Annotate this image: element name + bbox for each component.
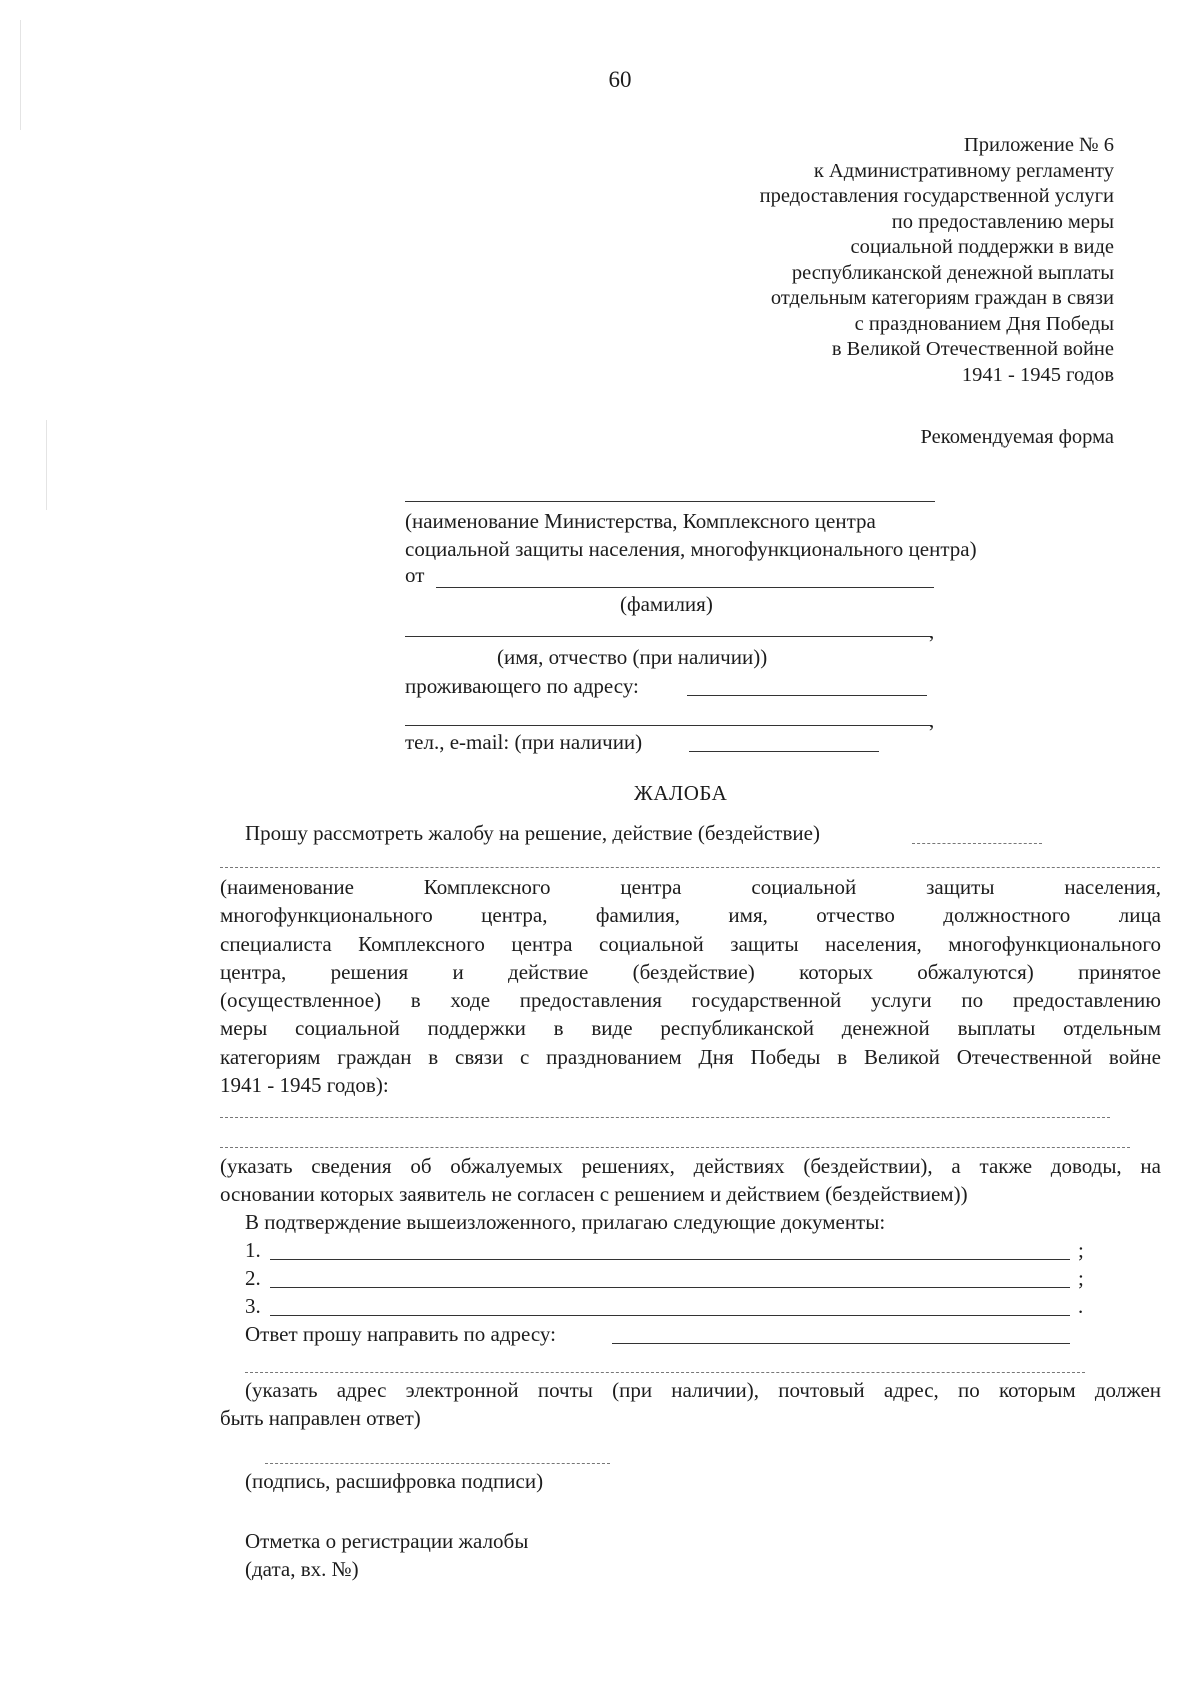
- appendix-line: предоставления государственной услуги: [759, 185, 1114, 207]
- surname-caption: (фамилия): [620, 592, 713, 616]
- appendix-line: к Административному регламенту: [813, 159, 1114, 182]
- comma: ,: [929, 708, 935, 732]
- decision-field-line-2[interactable]: [220, 867, 1160, 868]
- attachment-end: ;: [1078, 1238, 1084, 1262]
- description-paragraph: [220, 873, 1161, 1099]
- registration-date-caption: (дата, вх. №): [245, 1557, 359, 1581]
- description-line: центра, решения и действие (бездействие) которых обжалуются) принятое: [220, 959, 1161, 984]
- phone-field-line[interactable]: [689, 751, 879, 752]
- description-line: многофункционального центра, фамилия, имя, отчество должностного лица: [220, 903, 1161, 928]
- attachment-number: 2.: [245, 1266, 261, 1290]
- reply-field-line-2[interactable]: [245, 1372, 1085, 1373]
- signature-caption: (подпись, расшифровка подписи): [245, 1469, 544, 1493]
- appendix-header: [760, 133, 1114, 388]
- signature-field-line[interactable]: [265, 1463, 610, 1464]
- appendix-line: 1941 - 1945 годов: [961, 363, 1114, 386]
- address-field-line-2[interactable]: [405, 725, 931, 726]
- appendix-line: социальной поддержки в виде: [850, 236, 1114, 258]
- description-line: специалиста Комплексного центра социальной защиты населения, многофункционального: [220, 931, 1161, 956]
- reply-caption: (указать адрес электронной почты (при наличии), почтовый адрес, по которым должен: [245, 1378, 1161, 1402]
- appendix-line: в Великой Отечественной войне: [831, 338, 1114, 360]
- attachment-end: ;: [1078, 1266, 1084, 1290]
- details-caption: основании которых заявитель не согласен с решением и действием (бездействием)): [220, 1182, 968, 1206]
- page-number: 60: [608, 67, 632, 92]
- reply-caption: быть направлен ответ): [220, 1406, 421, 1430]
- phone-label: тел., e-mail: (при наличии): [405, 730, 643, 754]
- address-field-line[interactable]: [687, 695, 927, 696]
- attachment-field-line[interactable]: [270, 1259, 1070, 1260]
- registration-label: Отметка о регистрации жалобы: [245, 1529, 529, 1553]
- attachment-number: 1.: [245, 1238, 261, 1262]
- description-line: меры социальной поддержки в виде республиканской денежной выплаты отдельным: [220, 1016, 1161, 1041]
- attachment-field-line[interactable]: [270, 1287, 1070, 1288]
- appendix-line: с празднованием Дня Победы: [854, 312, 1114, 335]
- details-field-line[interactable]: [220, 1117, 1110, 1118]
- residing-label: проживающего по адресу:: [405, 674, 639, 698]
- attachments-intro: В подтверждение вышеизложенного, прилагаю следующие документы:: [245, 1210, 886, 1234]
- comma: ,: [929, 619, 935, 643]
- details-caption: (указать сведения об обжалуемых решениях, действиях (бездействии), а также доводы, на: [220, 1154, 1161, 1178]
- ministry-field-line[interactable]: [405, 501, 935, 502]
- appendix-line: отдельным категориям граждан в связи: [770, 287, 1114, 309]
- appendix-line: по предоставлению меры: [891, 210, 1114, 233]
- description-line-last: 1941 - 1945 годов):: [220, 1073, 389, 1098]
- ministry-caption: социальной защиты населения, многофункционального центра): [405, 537, 977, 561]
- surname-field-line[interactable]: [436, 587, 934, 588]
- reply-field-line[interactable]: [612, 1343, 1070, 1344]
- from-label: от: [405, 563, 425, 587]
- recommended-form-note: Рекомендуемая форма: [920, 426, 1114, 448]
- description-line: (наименование Комплексного центра социальной защиты населения,: [220, 875, 1161, 899]
- scan-edge-mark: [20, 20, 21, 130]
- description-line: (осуществленное) в ходе предоставления государственной услуги по предоставлению: [220, 988, 1161, 1013]
- reply-label: Ответ прошу направить по адресу:: [245, 1322, 556, 1346]
- document-title: ЖАЛОБА: [634, 781, 728, 805]
- description-line: категориям граждан в связи с празднованием Дня Победы в Великой Отечественной войне: [220, 1044, 1161, 1069]
- attachment-number: 3.: [245, 1294, 261, 1318]
- decision-field-line[interactable]: [912, 843, 1042, 844]
- name-field-line[interactable]: [405, 636, 931, 637]
- name-caption: (имя, отчество (при наличии)): [497, 645, 768, 669]
- appendix-line: Приложение № 6: [963, 134, 1114, 156]
- scan-edge-mark: [46, 420, 47, 510]
- appendix-line: республиканской денежной выплаты: [791, 261, 1114, 284]
- ministry-caption: (наименование Министерства, Комплексного центра: [405, 509, 876, 533]
- details-field-line-2[interactable]: [220, 1147, 1130, 1148]
- request-line: Прошу рассмотреть жалобу на решение, действие (бездействие): [245, 821, 820, 845]
- attachment-field-line[interactable]: [270, 1315, 1070, 1316]
- attachment-end: .: [1078, 1294, 1084, 1318]
